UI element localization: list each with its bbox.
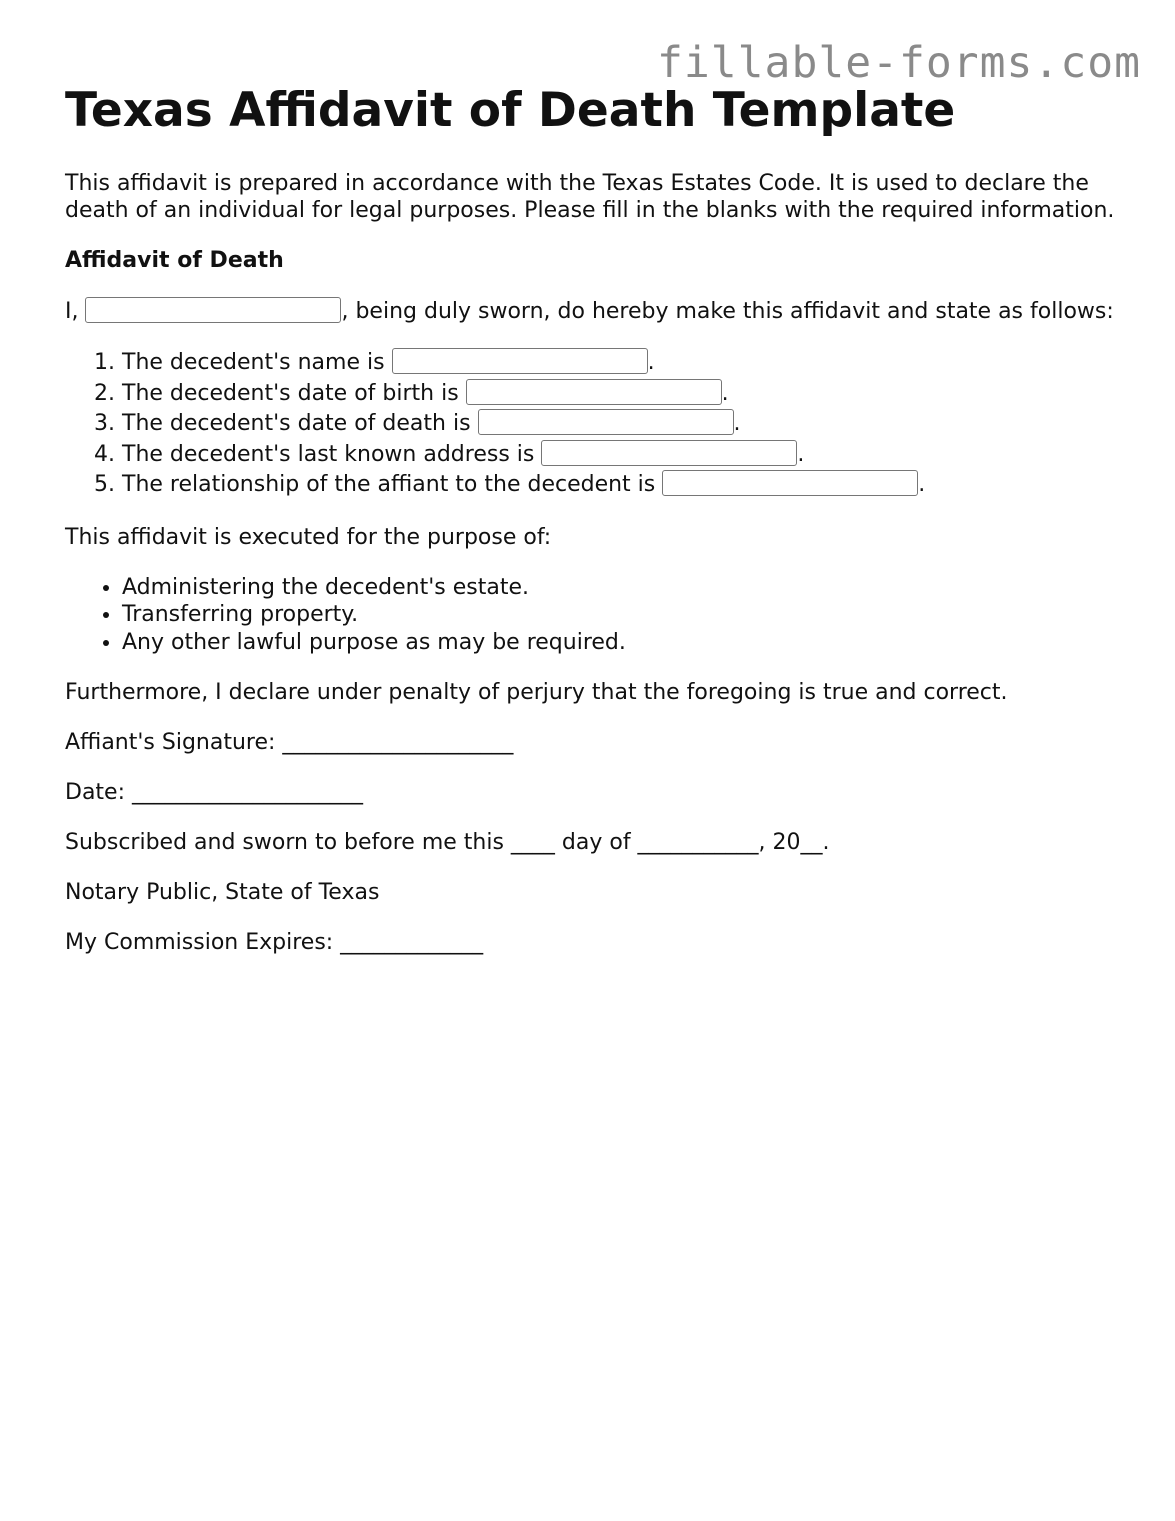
date-line: Date: _____________________: [65, 780, 363, 805]
purpose-intro: This affidavit is executed for the purpose of:: [65, 524, 552, 550]
page-title: Texas Affidavit of Death Template: [65, 83, 956, 138]
fact-item-last-address: [122, 440, 1125, 471]
affiant-name-input[interactable]: [85, 297, 341, 323]
fact-label: The decedent's date of birth is: [122, 380, 459, 406]
purpose-item: • Transferring property.: [122, 601, 1125, 629]
decedent-name-input[interactable]: [392, 348, 648, 374]
commission-line: My Commission Expires: _____________: [65, 930, 484, 955]
facts-list: [65, 348, 1125, 501]
fact-end: .: [797, 441, 805, 467]
relationship-input[interactable]: [662, 470, 918, 496]
purpose-item: • Any other lawful purpose as may be required.: [122, 629, 1125, 657]
fact-item-date-of-birth: [122, 379, 1125, 410]
sworn-suffix: , being duly sworn, do hereby make this affidavit and state as follows:: [341, 299, 1114, 324]
date-of-death-input[interactable]: [478, 409, 734, 435]
fact-end: .: [647, 350, 655, 375]
fact-end: .: [918, 472, 926, 497]
fact-item-date-of-death: [122, 409, 1125, 440]
fact-label: The decedent's name is: [122, 350, 385, 375]
subscribed-line: Subscribed and sworn to before me this ____ day of ___________, 20__.: [65, 830, 830, 855]
fact-label: The decedent's date of death is: [122, 411, 471, 436]
purpose-item: • Administering the decedent's estate.: [122, 574, 1125, 602]
fact-item-relationship: [122, 470, 1125, 501]
fact-label: The relationship of the affiant to the decedent is: [122, 472, 656, 497]
date-of-birth-input[interactable]: [466, 379, 722, 405]
fact-label: The decedent's last known address is: [122, 441, 535, 467]
sworn-statement: [65, 297, 1125, 326]
sworn-prefix: I,: [65, 299, 79, 324]
signature-line: Affiant's Signature: _____________________: [65, 730, 514, 755]
intro-paragraph: This affidavit is prepared in accordance with the Texas Estates Code. It is used to declare the death of an individual for legal purposes. Please fill in the blanks with the required information.: [65, 171, 1115, 223]
section-heading: Affidavit of Death: [65, 248, 284, 273]
purpose-list: [65, 574, 1125, 657]
document-body: [65, 80, 1125, 956]
fact-end: .: [721, 380, 729, 406]
fact-item-decedent-name: [122, 348, 1125, 379]
fact-end: .: [733, 411, 741, 436]
notary-line: Notary Public, State of Texas: [65, 880, 380, 905]
watermark: fillable-forms.com: [657, 38, 1141, 88]
declaration: Furthermore, I declare under penalty of perjury that the foregoing is true and correct.: [65, 680, 1008, 705]
last-address-input[interactable]: [541, 440, 797, 466]
